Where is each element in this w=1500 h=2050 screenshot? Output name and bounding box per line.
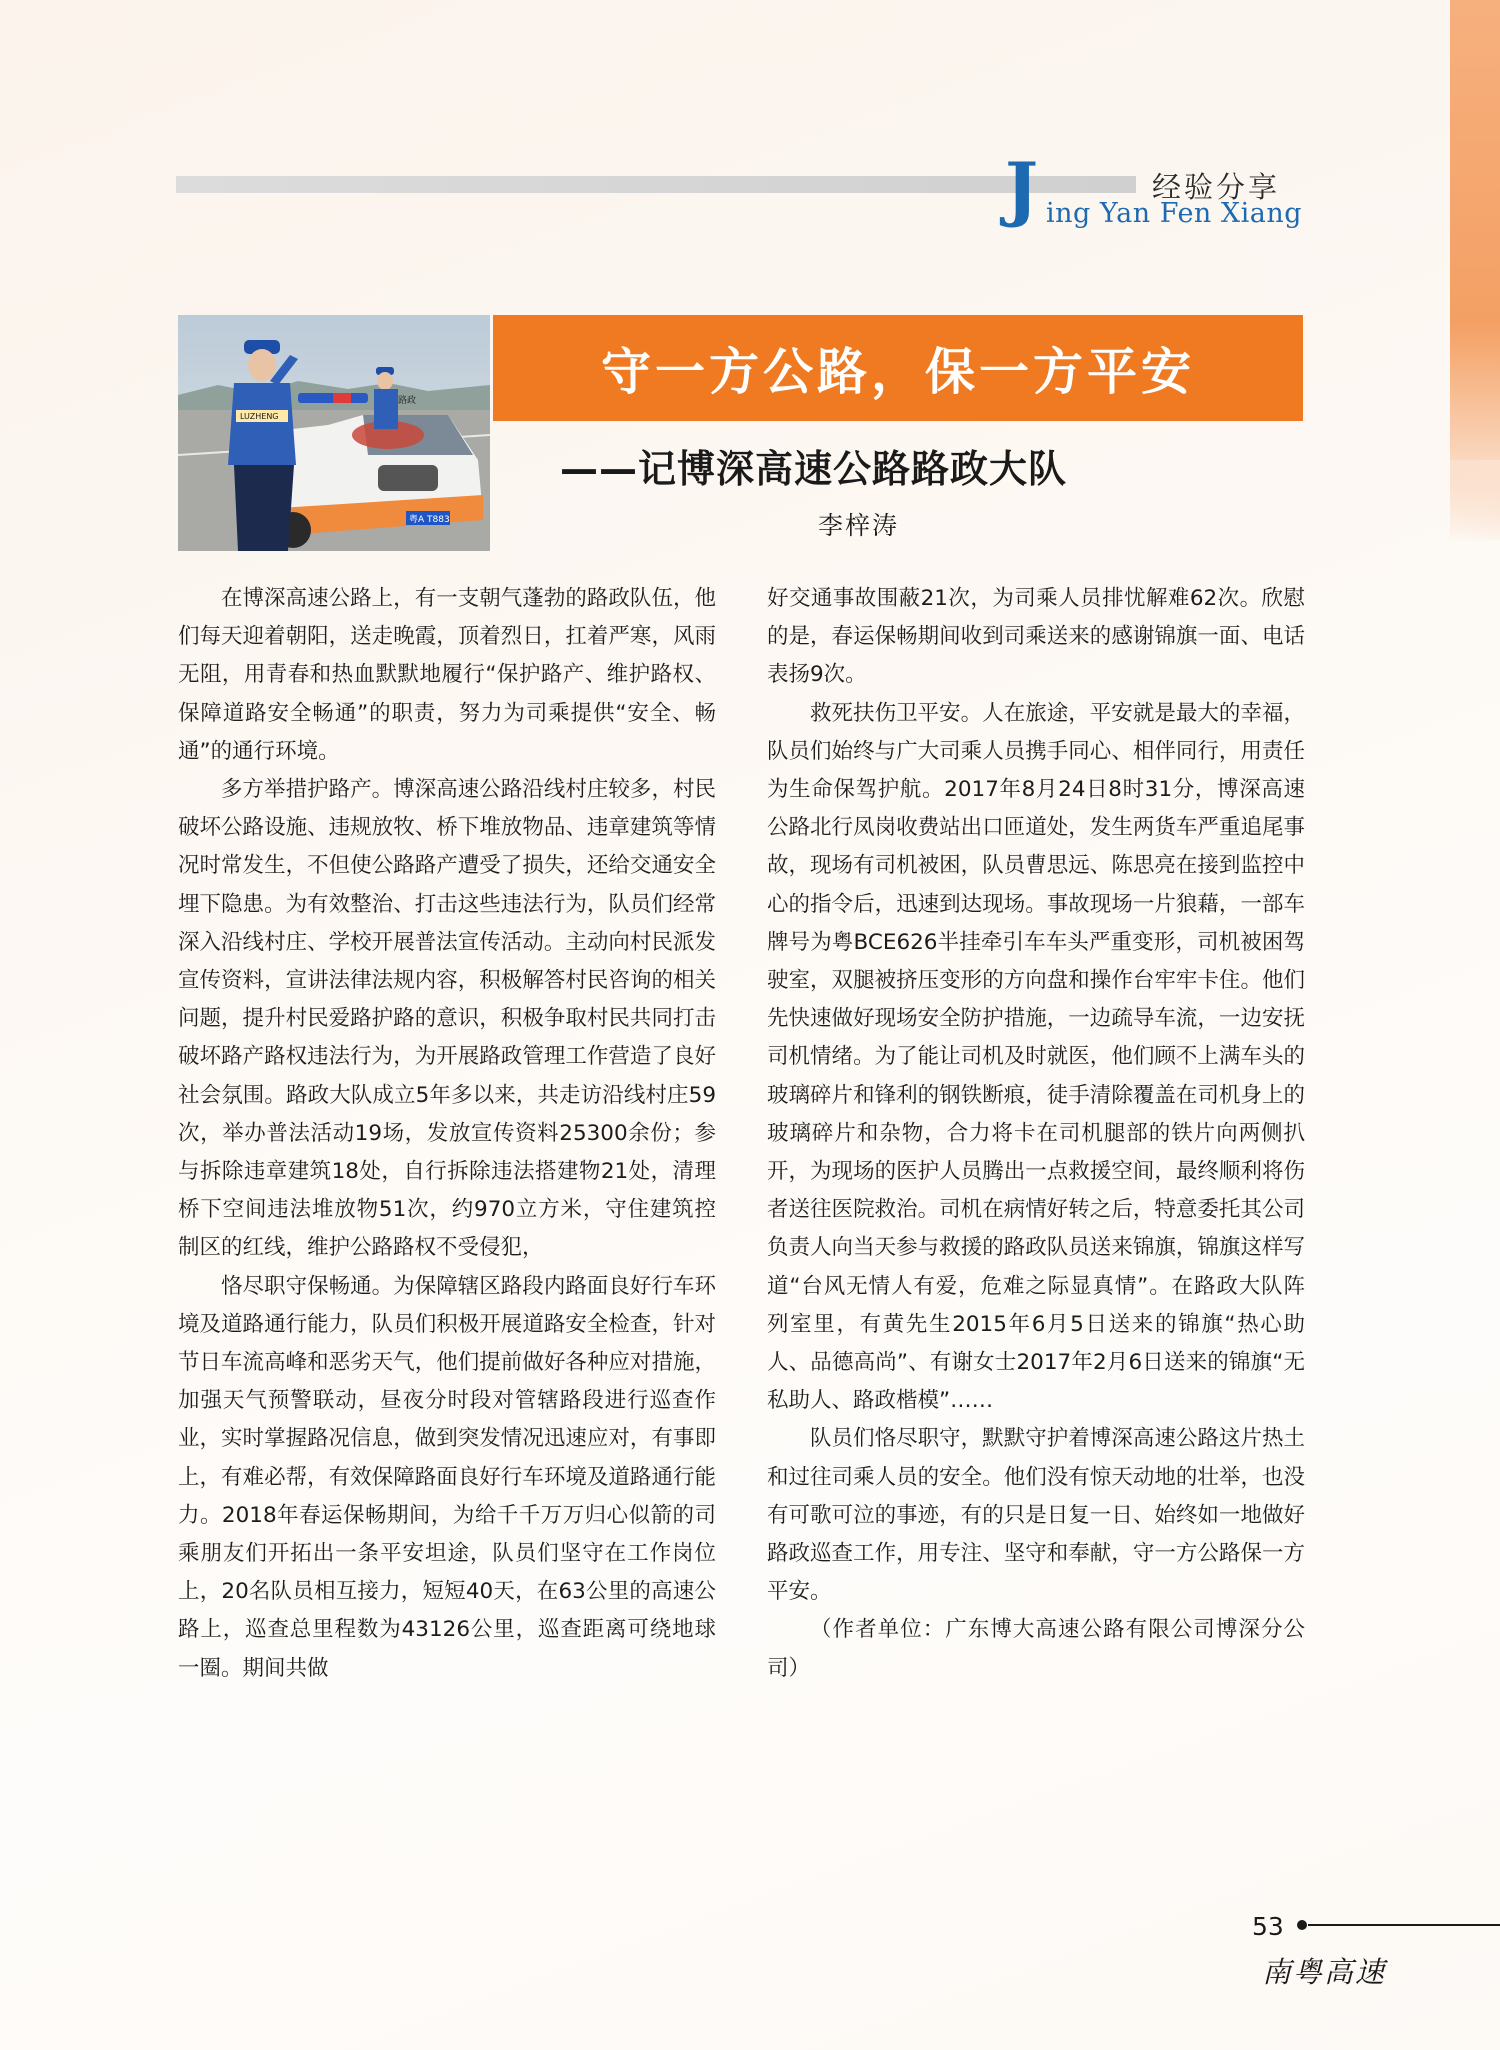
section-initial-letter: J <box>1005 147 1039 230</box>
magazine-logo: 南粤高速 <box>1262 1955 1387 1989</box>
article-title: 守一方公路，保一方平安 <box>601 342 1195 401</box>
page-dot <box>1297 1920 1307 1930</box>
plate-text: 粤A T883 <box>409 515 450 525</box>
paragraph: 救死扶伤卫平安。人在旅途，平安就是最大的幸福，队员们始终与广大司乘人员携手同心、相伴同行，用责任为生命保驾护航。2017年8月24日8时31分，博深高速公路北行凤岗收费站出口匝道处，发生两货车严重追尾事故，现场有司机被困，队员曹思远、陈思亮在接到监控中心的指令后，迅速到达现场。事故现场一片狼藉，一部车牌号为粤BCE626半挂牵引车车头严重变形，司机被困驾驶室，双腿被挤压变形的方向盘和操作台牢牢卡住。他们先快速做好现场安全防护措施，一边疏导车流，一边安抚司机情绪。为了能让司机及时就医，他们顾不上满车头的玻璃碎片和锋利的钢铁断痕，徒手清除覆盖在司机身上的玻璃碎片和杂物，合力将卡在司机腿部的铁片向两侧扒开，为现场的医护人员腾出一点救援空间，最终顺利将伤者送往医院救治。司机在病情好转之后，特意委托其公司负责人向当天参与救援的路政队员送来锦旗，锦旗这样写道“台风无情人有爱，危难之际显真情”。在路政大队阵列室里，有黄先生2015年6月5日送来的锦旗“热心助人、品德高尚”、有谢女士2017年2月6日送来的锦旗“无私助人、路政楷模”…… <box>767 700 1305 1414</box>
paragraph: 好交通事故围蔽21次，为司乘人员排忧解难62次。欣慰的是，春运保畅期间收到司乘送来的感谢锦旗一面、电话表扬9次。 <box>767 586 1305 688</box>
decorative-edge-fold <box>1450 460 1500 540</box>
author-affiliation: （作者单位：广东博大高速公路有限公司博深分公司） <box>767 1617 1305 1681</box>
article-photo <box>178 315 490 551</box>
paragraph: 多方举措护路产。博深高速公路沿线村庄较多，村民破坏公路设施、违规放牧、桥下堆放物品、违章建筑等情况时常发生，不但使公路路产遭受了损失，还给交通安全埋下隐患。为有效整治、打击这些违法行为，队员们经常深入沿线村庄、学校开展普法宣传活动。主动向村民派发宣传资料，宣讲法律法规内容，积极解答村民咨询的相关问题，提升村民爱路护路的意识，积极争取村民共同打击破坏路产路权违法行为，为开展路政管理工作营造了良好社会氛围。路政大队成立5年多以来，共走访沿线村庄59次，举办普法活动19场，发放宣传资料25300余份；参与拆除违章建筑18处，自行拆除违法搭建物21处，清理桥下空间违法堆放物51次，约970立方米，守住建筑控制区的红线，维护公路路权不受侵犯， <box>178 777 716 1261</box>
page-rule <box>1308 1924 1500 1926</box>
paragraph: 恪尽职守保畅通。为保障辖区路段内路面良好行车环境及道路通行能力，队员们积极开展道路安全检查，针对节日车流高峰和恶劣天气，他们提前做好各种应对措施，加强天气预警联动，昼夜分时段对管辖路段进行巡查作业，实时掌握路况信息，做到突发情况迅速应对，有事即上，有难必帮，有效保障路面良好行车环境及道路通行能力。2018年春运保畅期间，为给千千万万归心似箭的司乘朋友们开拓出一条平安坦途，队员们坚守在工作岗位上，20名队员相互接力，短短40天，在63公里的高速公路上，巡查总里程数为43126公里，巡查距离可绕地球一圈。期间共做 <box>178 1273 716 1681</box>
section-pinyin: ing Yan Fen Xiang <box>1046 198 1303 229</box>
page-number: 53 <box>1252 1912 1284 1941</box>
right-column <box>767 580 1305 1688</box>
title-banner <box>493 315 1303 421</box>
door-text: 路政 <box>398 396 417 406</box>
left-column <box>178 580 716 1688</box>
header-bar <box>176 176 1136 193</box>
paragraph: 队员们恪尽职守，默默守护着博深高速公路这片热土和过往司乘人员的安全。他们没有惊天动地的壮举，也没有可歌可泣的事迹，有的只是日复一日、始终如一地做好路政巡查工作，用专注、坚守和奉献，守一方公路保一方平安。 <box>767 1426 1305 1605</box>
article-author: 李梓涛 <box>818 511 900 540</box>
paragraph: 在博深高速公路上，有一支朝气蓬勃的路政队伍，他们每天迎着朝阳，送走晚霞，顶着烈日，扛着严寒，风雨无阻，用青春和热血默默地履行“保护路产、维护路权、保障道路安全畅通”的职责，努力为司乘提供“安全、畅通”的通行环境。 <box>178 586 716 764</box>
decorative-edge-strip <box>1450 0 1500 540</box>
section-title: 经验分享 <box>1152 170 1281 204</box>
vest-text: LUZHENG <box>240 412 279 421</box>
article-subtitle: ——记博深高速公路路政大队 <box>560 447 1068 491</box>
